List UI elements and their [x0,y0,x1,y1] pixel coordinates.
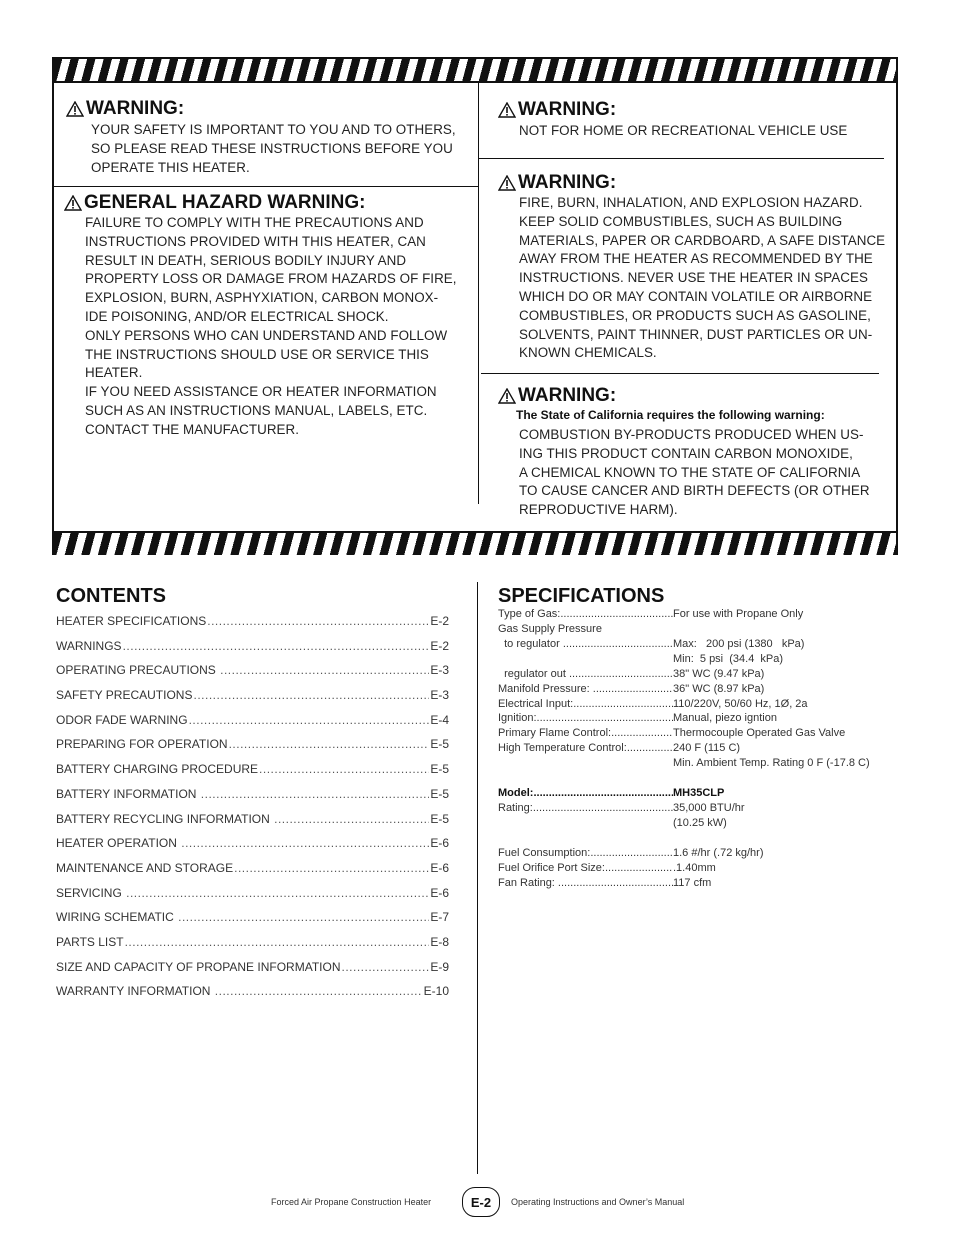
spec-value: 240 F (115 C) [673,742,741,754]
spec-label: Rating: ..... [498,802,673,814]
divider [478,187,479,504]
dot-leader [215,984,423,998]
warning-heading: WARNING: [498,172,616,194]
warning-text: YOUR SAFETY IS IMPORTANT TO YOU AND TO OTHERS, SO PLEASE READ THESE INSTRUCTIONS BEFORE YOU OPERATE THIS HEATER. [91,122,456,175]
toc-entry-page: E-5 [430,737,449,752]
dot-leader [341,960,429,974]
contents-title: CONTENTS [56,585,166,607]
spec-label: Fan Rating: ..... [498,877,673,889]
spec-value: Manual, piezo igntion [673,712,777,724]
toc-entry-label: WIRING SCHEMATIC [56,910,178,925]
toc-entry [56,737,449,762]
toc-entry-label: OPERATING PRECAUTIONS [56,663,220,678]
toc-entry [56,639,449,664]
california-notice: The State of California requires the following warning: [516,408,825,422]
dot-leader [189,713,430,727]
toc-entry-label: BATTERY RECYCLING INFORMATION [56,811,274,826]
toc-entry [56,910,449,935]
warning-heading: WARNING: [498,385,616,407]
footer-manual: Operating Instructions and Owner’s Manual [511,1197,685,1207]
specifications-title: SPECIFICATIONS [498,585,665,607]
divider [478,83,479,187]
column-divider [477,582,478,1174]
toc-entry-page: E-10 [423,984,449,999]
warning-text: NOT FOR HOME OR RECREATIONAL VEHICLE USE [519,123,848,138]
toc-entry-page: E-6 [430,860,449,875]
spec-value: 35,000 BTU/hr [673,802,745,814]
spec-label: Model: ..... [498,787,673,799]
footer-title: Forced Air Propane Construction Heater [271,1197,432,1207]
toc-entry-page: E-3 [430,663,449,678]
model-number: MH35CLP [673,787,725,799]
toc-entry-page: E-7 [430,910,449,925]
spec-value: 1.6 #/hr (.72 kg/hr) [673,847,764,859]
toc-entry-page: E-9 [430,959,449,974]
toc-entry-page: E-2 [430,614,449,628]
toc-entry-page: E-5 [430,762,449,777]
toc-entry [56,688,449,713]
warning-triangle-icon [498,175,516,191]
dot-leader [125,935,430,949]
toc-entry [56,663,449,688]
spec-value: Thermocouple Operated Gas Valve [673,727,846,739]
dot-leader [220,663,429,677]
toc-entry-page: E-2 [430,638,449,653]
warning-triangle-icon [64,195,82,211]
dot-leader [193,688,429,702]
dot-leader [207,614,429,628]
spec-label: Manifold Pressure: ..... [498,683,673,695]
dot-leader [274,812,429,826]
toc-entry-label: PREPARING FOR OPERATION [56,737,228,752]
spec-value: 38" WC (9.47 kPa) [673,668,765,680]
spec-value: Max: 200 psi (1380 kPa) [673,638,805,650]
warning-triangle-icon [66,101,84,117]
toc-entry-page: E-6 [430,885,449,900]
dot-leader [234,861,429,875]
toc-entry [56,861,449,886]
toc-entry-label: ODOR FADE WARNING [56,712,188,727]
toc-entry-page: E-3 [430,688,449,703]
warning-triangle-icon [498,102,516,118]
warning-heading: WARNING: [66,98,184,120]
toc-entry [56,787,449,812]
spec-value: .1.40mm [673,862,716,874]
toc-entry-label: BATTERY INFORMATION [56,786,200,801]
dot-leader [178,910,429,924]
toc-entry-label: SAFETY PRECAUTIONS [56,688,193,703]
toc-entry [56,960,449,985]
spec-label: Fuel Consumption: ..... [498,847,673,859]
toc-entry [56,713,449,738]
warning-text: COMBUSTION BY-PRODUCTS PRODUCED WHEN US- ING THIS PRODUCT CONTAIN CARBON MONOXIDE, A CHEMICAL KNOWN TO THE STATE OF CALIFORNIA TO CAUSE CANCER AND BIRTH DEFECTS (OR OTHER REPRODUCTIVE HARM). [519,427,870,518]
dot-leader [259,762,429,776]
spec-value: Min: 5 psi (34.4 kPa) [673,653,784,665]
general-hazard-heading: GENERAL HAZARD WARNING: [64,192,365,214]
dot-leader [201,787,430,801]
divider [54,186,478,187]
hazard-stripe-top [54,59,896,83]
toc-entry-label: SIZE AND CAPACITY OF PROPANE INFORMATION [56,959,341,974]
toc-entry [56,762,449,787]
spec-value: 36" WC (8.97 kPa) [673,683,765,695]
dot-leader [123,639,430,653]
warning-heading: WARNING: [498,99,616,121]
spec-value: Min. Ambient Temp. Rating 0 F (-17.8 C) [673,757,870,769]
toc-entry [56,935,449,960]
dot-leader [229,737,430,751]
toc-entry-page: E-4 [430,712,449,727]
toc-entry [56,812,449,837]
toc-entry-label: HEATER SPECIFICATIONS [56,614,207,628]
warning-text: FIRE, BURN, INHALATION, AND EXPLOSION HAZARD. KEEP SOLID COMBUSTIBLES, SUCH AS BUILDING MATERIALS, PAPER OR CARDBOARD, A SAFE DISTANCE AWAY FROM THE HEATER AS RECOMMENDED BY THE INSTRUCTIONS. NEVER USE THE HEATER IN SPACES WHICH DO OR MAY CONTAIN VOLATILE OR AIRBORNE COMBUSTIBLES, OR PRODUCTS SUCH AS GASOLINE, SOLVENTS, PAINT THINNER, DUST PARTICLES OR UN- KNOWN CHEMICALS. [519,195,886,361]
toc-entry-label: MAINTENANCE AND STORAGE [56,860,234,875]
divider [478,158,884,159]
toc-entry-label: BATTERY CHARGING PROCEDURE [56,762,259,777]
toc-entry-label: WARRANTY INFORMATION [56,984,214,999]
toc-entry-page: E-5 [430,786,449,801]
page-number-badge: E-2 [462,1187,500,1217]
toc-entry-page: E-6 [430,836,449,851]
toc-entry [56,836,449,861]
spec-label: High Temperature Control: ..... [498,742,673,754]
hazard-stripe-bottom [54,531,896,555]
spec-value: (10.25 kW) [673,817,727,829]
spec-label: Fuel Orifice Port Size: ..... [498,862,673,874]
spec-label: Electrical Input: ..... [498,698,673,710]
dot-leader [181,836,429,850]
toc-entry-label: PARTS LIST [56,934,124,949]
spec-value: 117 cfm [673,877,712,889]
toc-entry-label: SERVICING [56,885,126,900]
toc-entry [56,984,449,1009]
spec-label: regulator out ..... [498,668,673,680]
spec-value: 110/220V, 50/60 Hz, 1Ø, 2a [673,698,808,710]
warning-triangle-icon [498,388,516,404]
spec-label: Type of Gas: ..... [498,608,673,620]
spec-label: to regulator ..... [498,638,673,650]
table-of-contents [56,614,449,1009]
toc-entry-label: WARNINGS [56,638,122,653]
toc-entry [56,614,449,639]
toc-entry-page: E-8 [430,934,449,949]
toc-entry-page: E-5 [430,811,449,826]
spec-value: For use with Propane Only [673,608,804,620]
toc-entry [56,886,449,911]
dot-leader [126,886,429,900]
general-hazard-text: FAILURE TO COMPLY WITH THE PRECAUTIONS AND INSTRUCTIONS PROVIDED WITH THIS HEATER, CAN RESULT IN DEATH, SERIOUS BODILY INJURY AND PROPERTY LOSS OR DAMAGE FROM HAZARDS OF FIRE, EXPLOSION, BURN, ASPHYXIATION, CARBON MONOX- IDE POISONING, AND/OR ELECTRICAL SHOCK. ONLY PERSONS WHO CAN UNDERSTAND AND FOLLOW THE INSTRUCTIONS SHOULD USE OR SERVICE THIS HEATER. IF YOU NEED ASSISTANCE OR HEATER INFORMATION SUCH AS AN INSTRUCTIONS MANUAL, LABELS, ETC. CONTACT THE MANUFACTURER. [85,215,457,437]
spec-label: Primary Flame Control: ..... [498,727,673,739]
spec-label: Ignition: ..... [498,712,673,724]
toc-entry-label: HEATER OPERATION [56,836,181,851]
spec-label: Gas Supply Pressure [498,623,602,635]
divider [481,373,879,374]
